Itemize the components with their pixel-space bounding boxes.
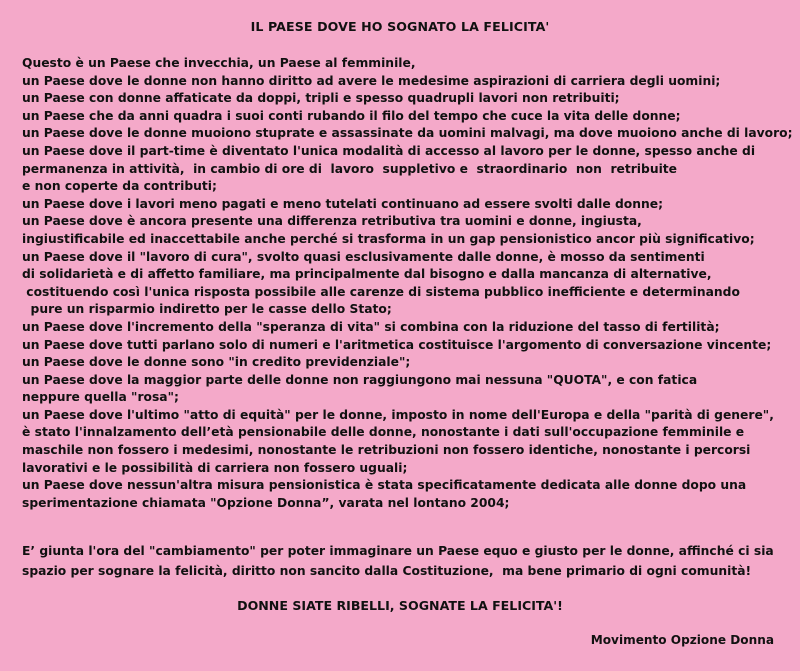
- signature: Movimento Opzione Donna: [590, 633, 774, 647]
- closing-paragraph: [22, 541, 792, 581]
- text-line: un Paese con donne affaticate da doppi, tripli e spesso quadrupli lavori non retribuiti;: [22, 91, 620, 106]
- text-line: un Paese dove il part-time è diventato l'unica modalità di accesso al lavoro per le donne, spesso anche di: [22, 143, 756, 158]
- text-line: un Paese dove è ancora presente una differenza retributiva tra uomini e donne, ingiusta,: [22, 214, 642, 229]
- text-line: un Paese dove l'ultimo "atto di equità" per le donne, imposto in nome dell'Europa e della "parità di genere",: [22, 407, 774, 422]
- text-line: un Paese dove le donne sono "in credito previdenziale";: [22, 355, 411, 370]
- text-line: costituendo così l'unica risposta possibile alle carenze di sistema pubblico inefficiente e determinando: [22, 284, 740, 299]
- text-line: un Paese dove i lavori meno pagati e meno tutelati continuano ad essere svolti dalle donne;: [22, 196, 663, 211]
- text-line: un Paese dove l'incremento della "speranza di vita" si combina con la riduzione del tasso di fertilità;: [22, 319, 720, 334]
- body-text: [22, 55, 792, 512]
- text-line: un Paese dove la maggior parte delle donne non raggiungono mai nessuna "QUOTA", e con fatica: [22, 372, 698, 387]
- closing-line: spazio per sognare la felicità, diritto non sancito dalla Costituzione, ma bene primario di ogni comunità!: [22, 564, 752, 578]
- text-line: un Paese dove il "lavoro di cura", svolto quasi esclusivamente dalle donne, è mosso da sentimenti: [22, 249, 705, 264]
- document-title: IL PAESE DOVE HO SOGNATO LA FELICITA': [250, 19, 550, 34]
- closing-line: E’ giunta l'ora del "cambiamento" per poter immaginare un Paese equo e giusto per le donne, affinché ci sia: [22, 544, 774, 558]
- text-line: maschile non fossero i medesimi, nonostante le retribuzioni non fossero identiche, nonostante i percorsi: [22, 443, 751, 458]
- text-line: un Paese che da anni quadra i suoi conti rubando il filo del tempo che cuce la vita delle donne;: [22, 108, 681, 123]
- text-line: neppure quella "rosa";: [22, 390, 179, 405]
- text-line: ingiustificabile ed inaccettabile anche perché si trasforma in un gap pensionistico ancor più significativo;: [22, 231, 755, 246]
- text-line: e non coperte da contributi;: [22, 179, 217, 194]
- text-line: un Paese dove le donne non hanno diritto ad avere le medesime aspirazioni di carriera degli uomini;: [22, 73, 721, 88]
- text-line: è stato l'innalzamento dell’età pensionabile delle donne, nonostante i dati sull'occupazione femminile e: [22, 425, 745, 440]
- text-line: lavorativi e le possibilità di carriera non fossero uguali;: [22, 460, 408, 475]
- text-line: un Paese dove le donne muoiono stuprate e assassinate da uomini malvagi, ma dove muoiono anche di lavoro;: [22, 126, 793, 141]
- text-line: pure un risparmio indiretto per le casse dello Stato;: [22, 302, 392, 317]
- text-line: sperimentazione chiamata "Opzione Donna”, varata nel lontano 2004;: [22, 495, 510, 510]
- text-line: di solidarietà e di affetto familiare, ma principalmente dal bisogno e dalla mancanza di alternative,: [22, 267, 712, 282]
- slogan: DONNE SIATE RIBELLI, SOGNATE LA FELICITA'!: [237, 598, 563, 613]
- text-line: un Paese dove nessun'altra misura pensionistica è stata specificatamente dedicata alle donne dopo una: [22, 478, 747, 493]
- text-line: permanenza in attività, in cambio di ore di lavoro suppletivo e straordinario non retribuite: [22, 161, 678, 176]
- text-line: Questo è un Paese che invecchia, un Paese al femminile,: [22, 56, 416, 70]
- text-line: un Paese dove tutti parlano solo di numeri e l'aritmetica costituisce l'argomento di conversazione vincente;: [22, 337, 772, 352]
